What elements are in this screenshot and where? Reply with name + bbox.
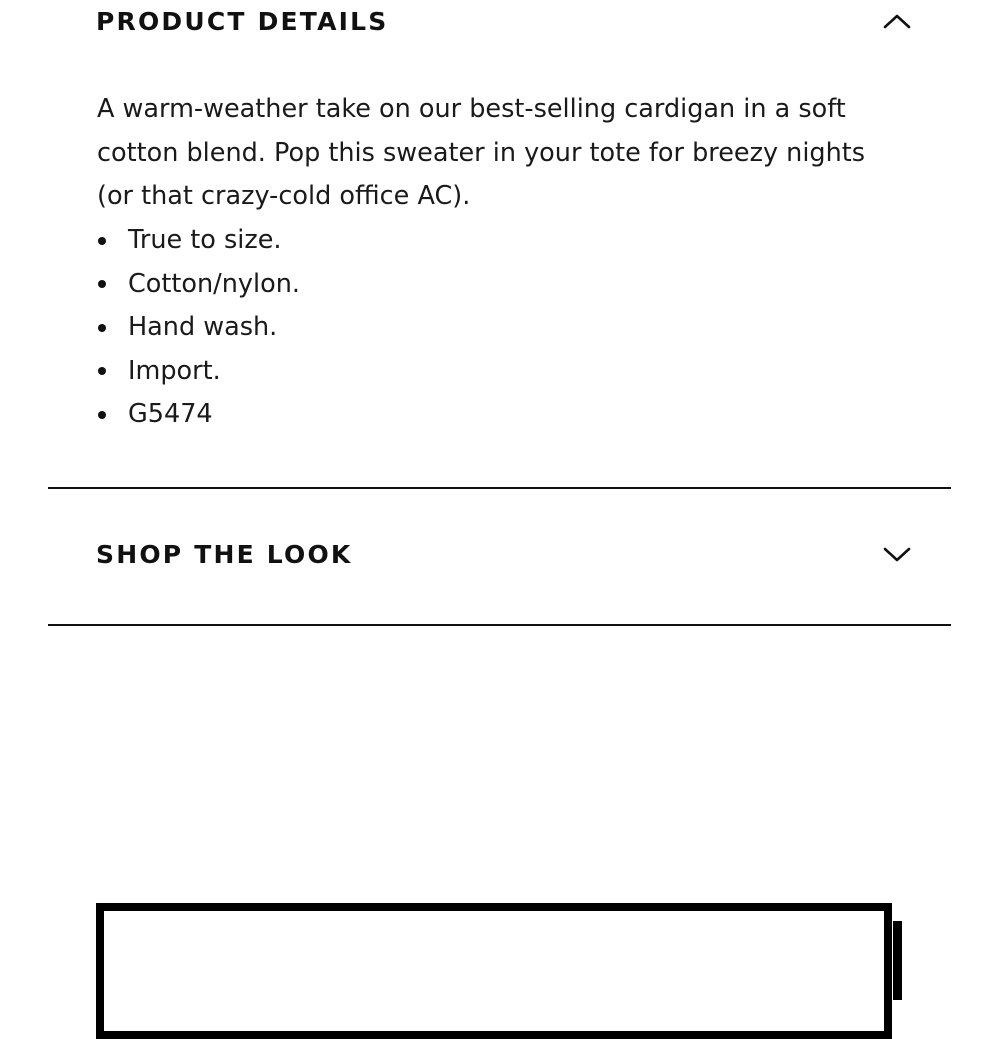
list-item bbox=[97, 393, 300, 437]
list-item-text: Import. bbox=[128, 355, 221, 386]
shop-the-look-toggle[interactable] bbox=[96, 537, 904, 571]
bullet-icon bbox=[98, 237, 106, 245]
product-card-shadow-edge bbox=[893, 921, 902, 1000]
product-details-title: PRODUCT DETAILS bbox=[96, 6, 389, 36]
section-divider bbox=[48, 624, 951, 626]
bullet-icon bbox=[98, 324, 106, 332]
bullet-icon bbox=[98, 411, 106, 419]
chevron-up-icon[interactable] bbox=[882, 6, 912, 36]
product-details-toggle[interactable] bbox=[96, 4, 904, 38]
product-card-frame[interactable] bbox=[96, 903, 892, 1039]
list-item-text: Hand wash. bbox=[128, 312, 278, 342]
section-divider bbox=[48, 487, 951, 489]
list-item-text: True to size. bbox=[128, 225, 282, 255]
chevron-down-icon[interactable] bbox=[882, 539, 912, 569]
list-item-text: Cotton/nylon. bbox=[128, 268, 300, 299]
shop-the-look-title: SHOP THE LOOK bbox=[96, 539, 353, 569]
list-item bbox=[97, 219, 300, 263]
list-item bbox=[97, 263, 300, 307]
list-item-text: G5474 bbox=[128, 399, 213, 429]
product-details-list bbox=[97, 219, 300, 437]
list-item bbox=[97, 306, 300, 350]
bullet-icon bbox=[98, 280, 106, 288]
bullet-icon bbox=[98, 367, 106, 375]
list-item bbox=[97, 350, 300, 394]
product-description: A warm-weather take on our best-selling cardigan in a soft cotton blend. Pop this sweater in your tote for breezy nights (or that crazy-cold office AC). bbox=[97, 94, 866, 211]
